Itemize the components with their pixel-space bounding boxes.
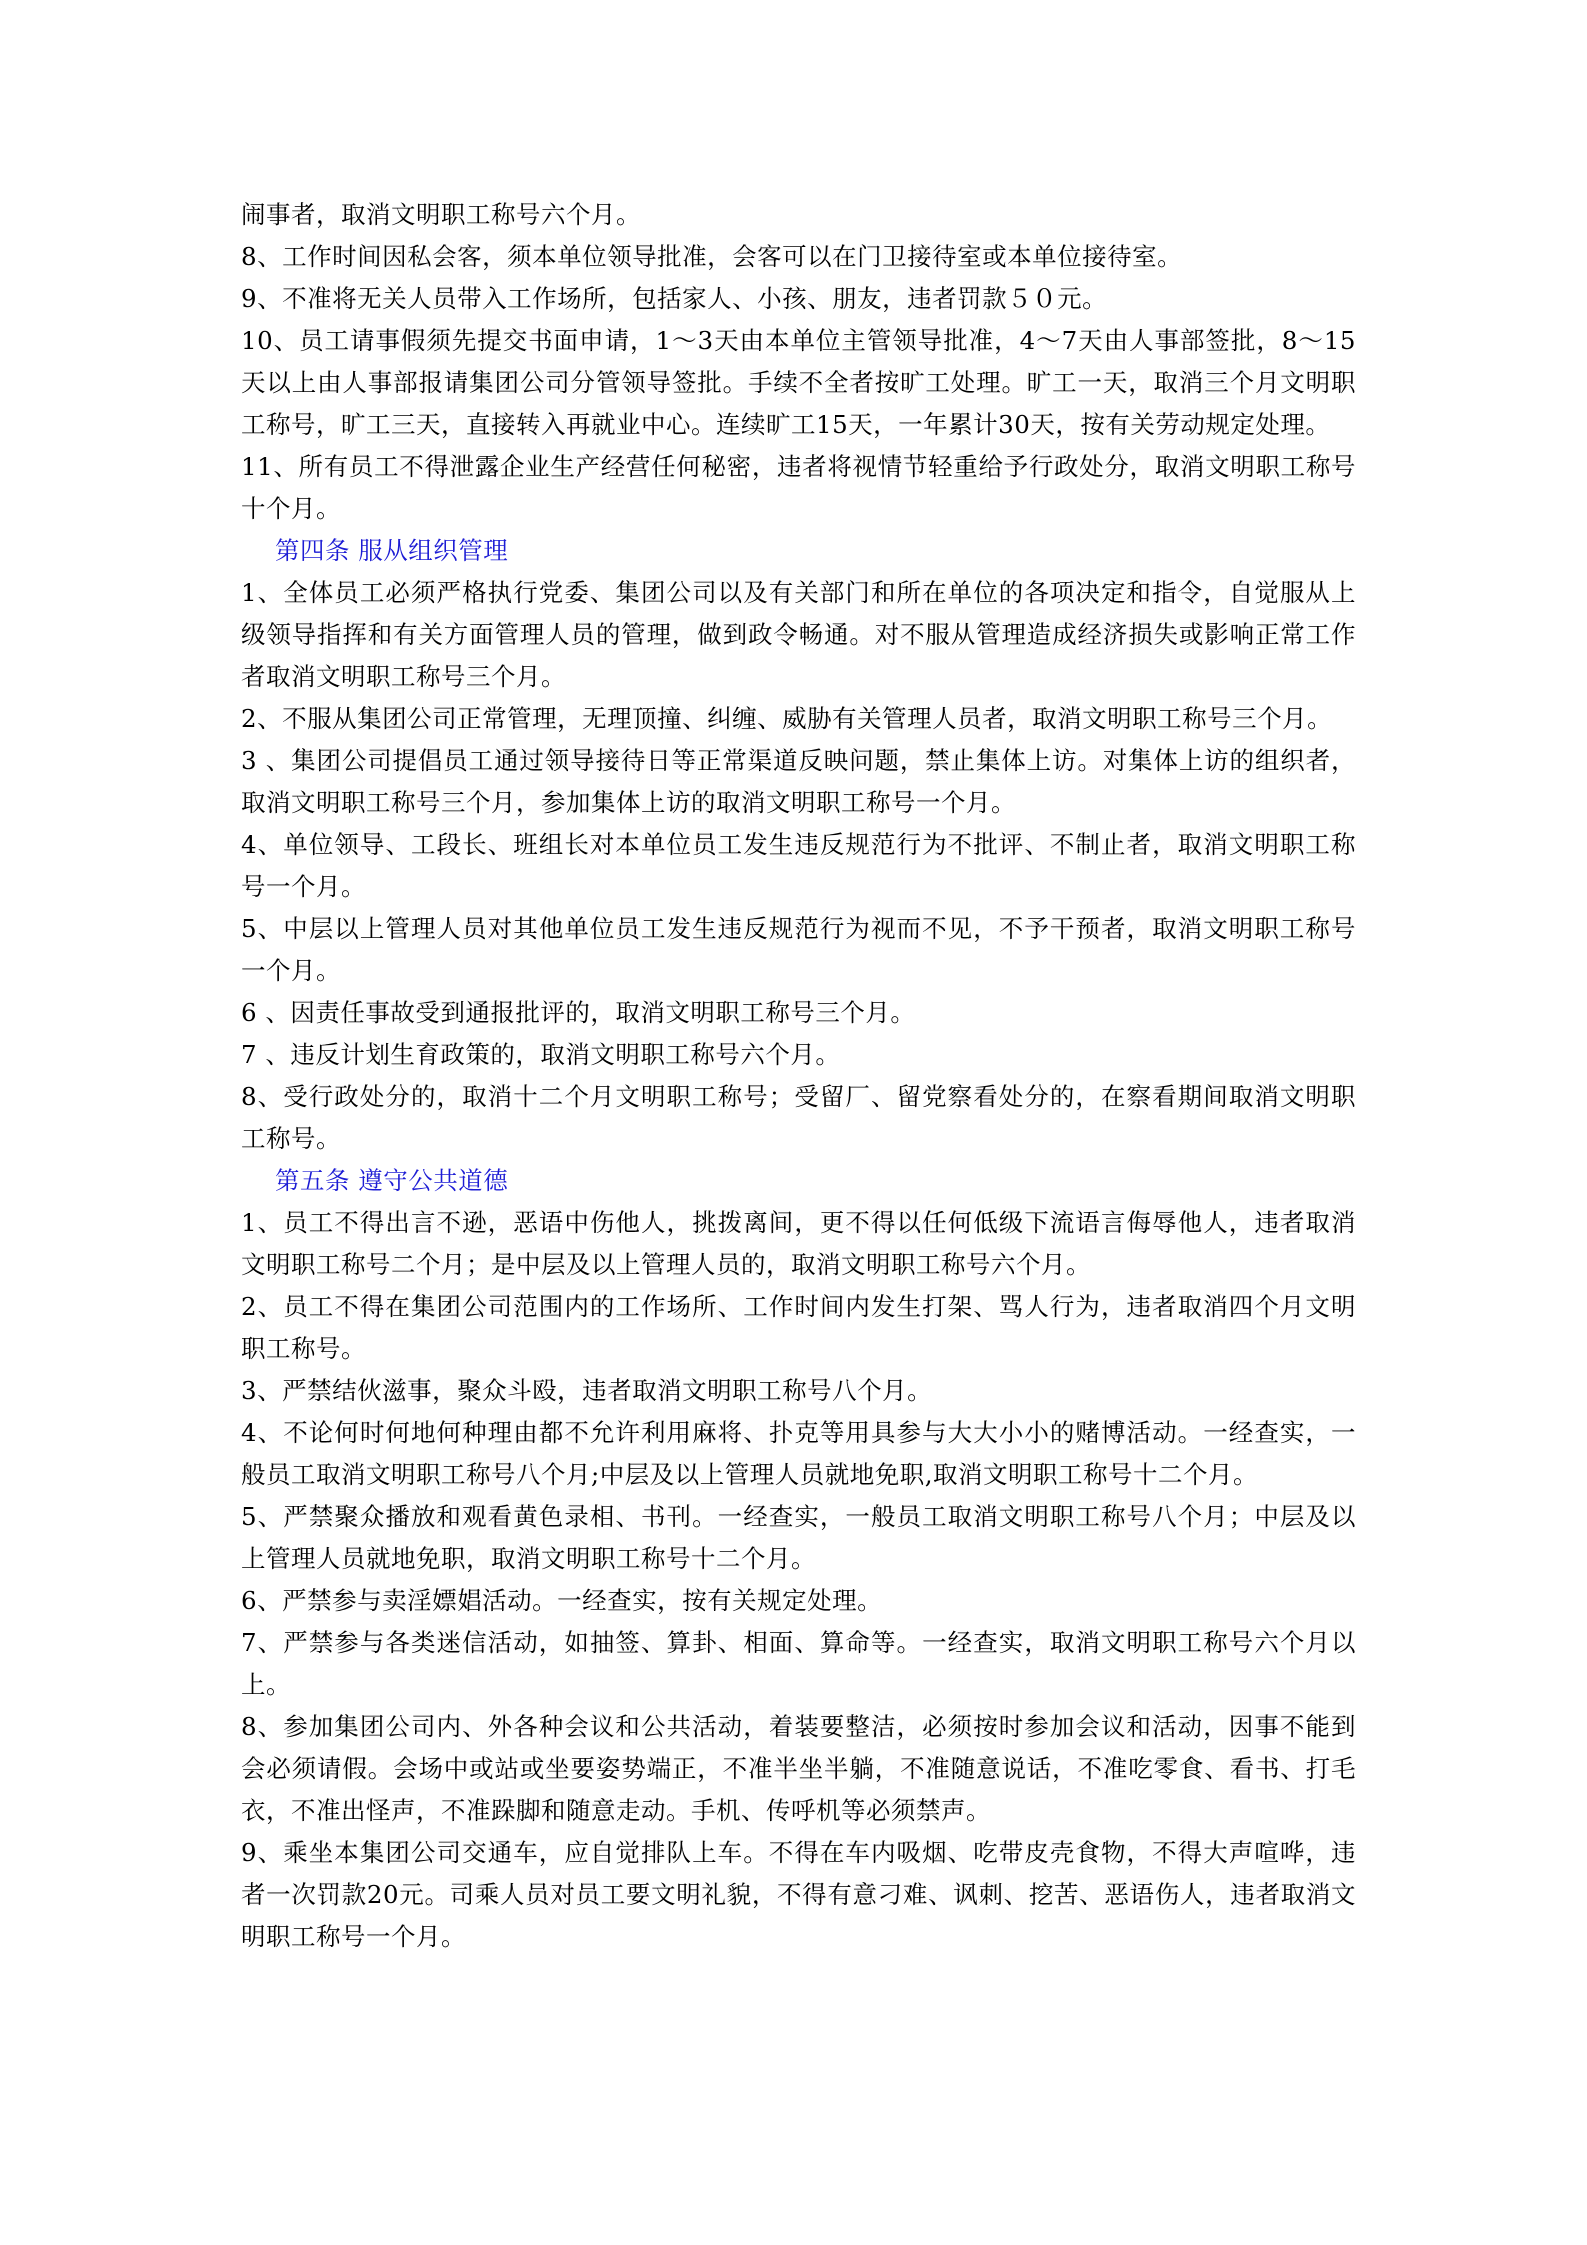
para-rule-5-7: 7、严禁参与各类迷信活动，如抽签、算卦、相面、算命等。一经查实，取消文明职工称号六个月以上。 bbox=[241, 1628, 1356, 1699]
para-rule-5-3: 3、严禁结伙滋事，聚众斗殴，违者取消文明职工称号八个月。 bbox=[241, 1376, 933, 1405]
para-rule-4-4: 4、单位领导、工段长、班组长对本单位员工发生违反规范行为不批评、不制止者，取消文明职工称号一个月。 bbox=[241, 830, 1356, 901]
para-rule-4-2: 2、不服从集团公司正常管理，无理顶撞、纠缠、威胁有关管理人员者，取消文明职工称号三个月。 bbox=[241, 704, 1333, 733]
para-rule-4-8: 8、受行政处分的，取消十二个月文明职工称号；受留厂、留党察看处分的，在察看期间取消文明职工称号。 bbox=[241, 1082, 1356, 1153]
para-rule-4-6: 6 、因责任事故受到通报批评的，取消文明职工称号三个月。 bbox=[241, 998, 916, 1027]
para-rule-4-7: 7 、违反计划生育政策的，取消文明职工称号六个月。 bbox=[241, 1040, 841, 1069]
para-rule-5-9: 9、乘坐本集团公司交通车，应自觉排队上车。不得在车内吸烟、吃带皮壳食物，不得大声喧哗，违者一次罚款20元。司乘人员对员工要文明礼貌，不得有意刁难、讽刺、挖苦、恶语伤人，违者取消文明职工称号一个月。 bbox=[241, 1838, 1356, 1951]
para-rule-3-10: 10、员工请事假须先提交书面申请，1～3天由本单位主管领导批准，4～7天由人事部签批，8～15天以上由人事部报请集团公司分管领导签批。手续不全者按旷工处理。旷工一天，取消三个月文明职工称号，旷工三天，直接转入再就业中心。连续旷工15天，一年累计30天，按有关劳动规定处理。 bbox=[241, 326, 1356, 439]
para-rule-5-5: 5、严禁聚众播放和观看黄色录相、书刊。一经查实，一般员工取消文明职工称号八个月；中层及以上管理人员就地免职，取消文明职工称号十二个月。 bbox=[241, 1502, 1356, 1573]
para-rule-5-2: 2、员工不得在集团公司范围内的工作场所、工作时间内发生打架、骂人行为，违者取消四个月文明职工称号。 bbox=[241, 1292, 1356, 1363]
article-4-heading: 第四条 服从组织管理 bbox=[275, 536, 509, 565]
para-rule-5-6: 6、严禁参与卖淫嫖娼活动。一经查实，按有关规定处理。 bbox=[241, 1586, 883, 1615]
para-rule-4-1: 1、全体员工必须严格执行党委、集团公司以及有关部门和所在单位的各项决定和指令，自觉服从上级领导指挥和有关方面管理人员的管理，做到政令畅通。对不服从管理造成经济损失或影响正常工作者取消文明职工称号三个月。 bbox=[241, 578, 1356, 691]
para-rule-4-5: 5、中层以上管理人员对其他单位员工发生违反规范行为视而不见，不予干预者，取消文明职工称号一个月。 bbox=[241, 914, 1356, 985]
para-rule-5-4: 4、不论何时何地何种理由都不允许利用麻将、扑克等用具参与大大小小的赌博活动。一经查实，一般员工取消文明职工称号八个月;中层及以上管理人员就地免职,取消文明职工称号十二个月。 bbox=[241, 1418, 1356, 1489]
para-rule-5-1: 1、员工不得出言不逊，恶语中伤他人，挑拨离间，更不得以任何低级下流语言侮辱他人，违者取消文明职工称号二个月；是中层及以上管理人员的，取消文明职工称号六个月。 bbox=[241, 1208, 1356, 1279]
para-rule-3-11: 11、所有员工不得泄露企业生产经营任何秘密，违者将视情节轻重给予行政处分，取消文明职工称号十个月。 bbox=[241, 452, 1356, 523]
para-continued-rule-7: 闹事者，取消文明职工称号六个月。 bbox=[241, 200, 641, 229]
para-rule-5-8: 8、参加集团公司内、外各种会议和公共活动，着装要整洁，必须按时参加会议和活动，因事不能到会必须请假。会场中或站或坐要姿势端正，不准半坐半躺，不准随意说话，不准吃零食、看书、打毛衣，不准出怪声，不准跺脚和随意走动。手机、传呼机等必须禁声。 bbox=[241, 1712, 1356, 1825]
article-5-heading: 第五条 遵守公共道德 bbox=[275, 1166, 509, 1195]
document-page bbox=[241, 194, 1356, 1958]
para-rule-3-9: 9、不准将无关人员带入工作场所，包括家人、小孩、朋友，违者罚款５０元。 bbox=[241, 284, 1108, 313]
para-rule-3-8: 8、工作时间因私会客，须本单位领导批准，会客可以在门卫接待室或本单位接待室。 bbox=[241, 242, 1183, 271]
para-rule-4-3: 3 、集团公司提倡员工通过领导接待日等正常渠道反映问题，禁止集体上访。对集体上访的组织者，取消文明职工称号三个月，参加集体上访的取消文明职工称号一个月。 bbox=[241, 746, 1356, 817]
